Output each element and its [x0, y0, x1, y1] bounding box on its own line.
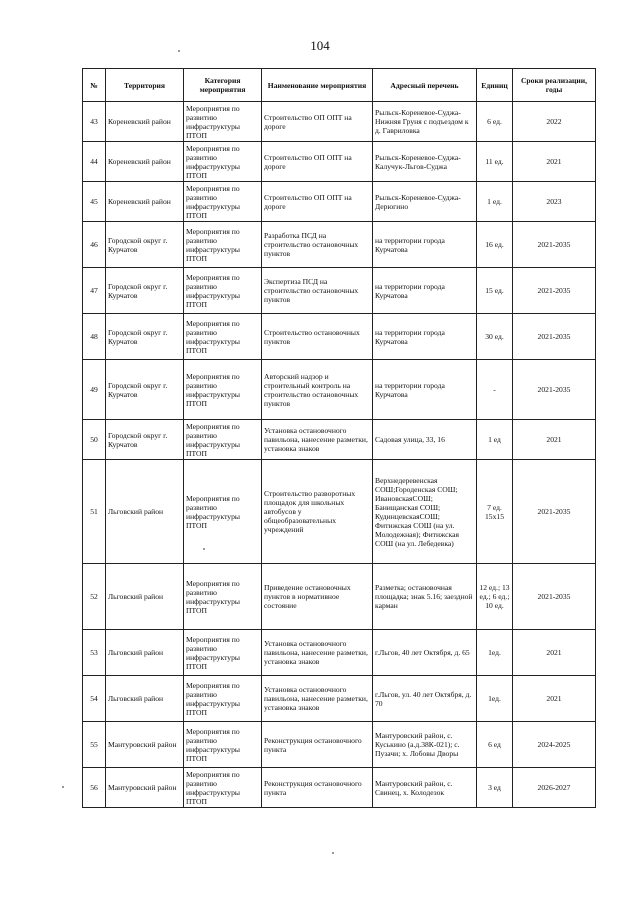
row-address: на территории города Курчатова — [373, 222, 477, 268]
scan-speck — [332, 852, 334, 854]
table-row — [83, 768, 596, 808]
header-territory: Территория — [106, 69, 184, 102]
row-number: 50 — [83, 420, 106, 460]
table-row — [83, 102, 596, 142]
row-address: г.Льгов, 40 лет Октября, д. 65 — [373, 630, 477, 676]
row-category: Мероприятия по развитию инфраструктуры ПТОП — [184, 142, 262, 182]
row-category: Мероприятия по развитию инфраструктуры ПТОП — [184, 102, 262, 142]
row-name: Строительство разворотных площадок для школьных автобусов у общеобразовательных учреждений — [262, 460, 373, 564]
row-territory: Кореневский район — [106, 142, 184, 182]
row-dates: 2021 — [513, 142, 596, 182]
row-territory: Мантуровский район — [106, 768, 184, 808]
header-dates: Сроки реализации, годы — [513, 69, 596, 102]
row-units: 3 ед — [477, 768, 513, 808]
scan-speck — [62, 786, 64, 788]
row-name: Реконструкция остановочного пункта — [262, 768, 373, 808]
page-number: 104 — [310, 38, 330, 53]
row-number: 44 — [83, 142, 106, 182]
row-number: 51 — [83, 460, 106, 564]
table-row — [83, 676, 596, 722]
header-units: Единиц — [477, 69, 513, 102]
row-name: Приведение остановочных пунктов в нормативное состояние — [262, 564, 373, 630]
row-category: Мероприятия по развитию инфраструктуры ПТОП — [184, 722, 262, 768]
row-name: Строительство остановочных пунктов — [262, 314, 373, 360]
row-territory: Городской округ г. Курчатов — [106, 420, 184, 460]
row-dates: 2021 — [513, 630, 596, 676]
table-row — [83, 564, 596, 630]
row-dates: 2021-2035 — [513, 460, 596, 564]
row-units: 1 ед — [477, 420, 513, 460]
table-row — [83, 630, 596, 676]
row-number: 46 — [83, 222, 106, 268]
row-dates: 2022 — [513, 102, 596, 142]
row-dates: 2021 — [513, 676, 596, 722]
table-row — [83, 460, 596, 564]
row-dates: 2021-2035 — [513, 564, 596, 630]
row-name: Экспертиза ПСД на строительство остановочных пунктов — [262, 268, 373, 314]
row-units: 30 ед. — [477, 314, 513, 360]
row-number: 56 — [83, 768, 106, 808]
row-territory: Городской округ г. Курчатов — [106, 268, 184, 314]
table-row — [83, 268, 596, 314]
row-category: Мероприятия по развитию инфраструктуры ПТОП — [184, 360, 262, 420]
table-row — [83, 420, 596, 460]
row-name: Авторский надзор и строительный контроль на строительство остановочных пунктов — [262, 360, 373, 420]
row-territory: Городской округ г. Курчатов — [106, 314, 184, 360]
row-category: Мероприятия по развитию инфраструктуры ПТОП — [184, 182, 262, 222]
row-dates: 2026-2027 — [513, 768, 596, 808]
row-name: Реконструкция остановочного пункта — [262, 722, 373, 768]
header-address: Адресный перечень — [373, 69, 477, 102]
row-name: Установка остановочного павильона, нанесение разметки, установка знаков — [262, 420, 373, 460]
scan-speck — [178, 50, 180, 52]
table-row — [83, 182, 596, 222]
row-address: Рыльск-Кореневое-Суджа-Дерюгино — [373, 182, 477, 222]
row-territory: Городской округ г. Курчатов — [106, 222, 184, 268]
row-name: Строительство ОП ОПТ на дороге — [262, 182, 373, 222]
row-dates: 2021 — [513, 420, 596, 460]
row-units: 1ед. — [477, 676, 513, 722]
table-row — [83, 222, 596, 268]
row-category: Мероприятия по развитию инфраструктуры ПТОП — [184, 676, 262, 722]
table-header-row — [83, 69, 596, 102]
row-address: на территории города Курчатова — [373, 360, 477, 420]
row-dates: 2021-2035 — [513, 268, 596, 314]
row-units: - — [477, 360, 513, 420]
row-number: 43 — [83, 102, 106, 142]
row-address: г.Льгов, ул. 40 лет Октября, д. 70 — [373, 676, 477, 722]
row-number: 47 — [83, 268, 106, 314]
row-address: Мантуровский район, с. Куськино (а.д.38К-021); с. Пузачи; х. Лобовы Дворы — [373, 722, 477, 768]
table-row — [83, 142, 596, 182]
row-units: 11 ед. — [477, 142, 513, 182]
row-name: Установка остановочного павильона, нанесение разметки, установка знаков — [262, 630, 373, 676]
row-dates: 2024-2025 — [513, 722, 596, 768]
row-number: 54 — [83, 676, 106, 722]
row-units: 15 ед. — [477, 268, 513, 314]
row-number: 45 — [83, 182, 106, 222]
row-name: Установка остановочного павильона, нанесение разметки, установка знаков — [262, 676, 373, 722]
row-number: 49 — [83, 360, 106, 420]
row-category: Мероприятия по развитию инфраструктуры ПТОП — [184, 630, 262, 676]
row-address: Разметка; остановочная площадка; знак 5.16; заездной карман — [373, 564, 477, 630]
row-category: Мероприятия по развитию инфраструктуры ПТОП — [184, 268, 262, 314]
row-units: 7 ед. 15х15 — [477, 460, 513, 564]
row-territory: Льговский район — [106, 676, 184, 722]
row-category: Мероприятия по развитию инфраструктуры ПТОП — [184, 222, 262, 268]
row-units: 1ед. — [477, 630, 513, 676]
row-address: Садовая улица, 33, 16 — [373, 420, 477, 460]
row-units: 6 ед — [477, 722, 513, 768]
table-row — [83, 722, 596, 768]
row-address: на территории города Курчатова — [373, 314, 477, 360]
row-address: на территории города Курчатова — [373, 268, 477, 314]
row-units: 6 ед. — [477, 102, 513, 142]
table-row — [83, 314, 596, 360]
row-territory: Льговский район — [106, 460, 184, 564]
table-body — [83, 102, 596, 808]
header-num: № — [83, 69, 106, 102]
row-number: 48 — [83, 314, 106, 360]
row-category: Мероприятия по развитию инфраструктуры ПТОП — [184, 314, 262, 360]
table-row — [83, 360, 596, 420]
row-territory: Мантуровский район — [106, 722, 184, 768]
row-units: 1 ед. — [477, 182, 513, 222]
events-table — [82, 68, 596, 808]
row-units: 12 ед.; 13 ед.; 6 ед.; 10 ед. — [477, 564, 513, 630]
row-number: 55 — [83, 722, 106, 768]
row-category: Мероприятия по развитию инфраструктуры ПТОП — [184, 768, 262, 808]
row-territory: Кореневский район — [106, 182, 184, 222]
row-units: 16 ед. — [477, 222, 513, 268]
row-name: Разработка ПСД на строительство остановочных пунктов — [262, 222, 373, 268]
row-name: Строительство ОП ОПТ на дороге — [262, 102, 373, 142]
row-dates: 2021-2035 — [513, 222, 596, 268]
row-territory: Городской округ г. Курчатов — [106, 360, 184, 420]
row-address: Рыльск-Кореневое-Суджа-Нижняя Груня с подъездом к д. Гавриловка — [373, 102, 477, 142]
row-category: Мероприятия по развитию инфраструктуры ПТОП — [184, 460, 262, 564]
row-dates: 2021-2035 — [513, 360, 596, 420]
row-address: Мантуровский район, с. Свинец, х. Колодезок — [373, 768, 477, 808]
row-dates: 2023 — [513, 182, 596, 222]
row-territory: Льговский район — [106, 564, 184, 630]
row-category: Мероприятия по развитию инфраструктуры ПТОП — [184, 564, 262, 630]
row-address: Рыльск-Кореневое-Суджа-Калучук-Льгов-Суджа — [373, 142, 477, 182]
row-name: Строительство ОП ОПТ на дороге — [262, 142, 373, 182]
row-number: 52 — [83, 564, 106, 630]
row-territory: Льговский район — [106, 630, 184, 676]
row-address: Верхнедеревенская СОШ;Городенская СОШ; ИвановскаяСОШ; Банищанская СОШ; КудинцевскаяСОШ; Фитижская СОШ (на ул. Молодежная); Фитижская СОШ (на ул. Лебедевка) — [373, 460, 477, 564]
row-dates: 2021-2035 — [513, 314, 596, 360]
row-number: 53 — [83, 630, 106, 676]
header-name: Наименование мероприятия — [262, 69, 373, 102]
row-category: Мероприятия по развитию инфраструктуры ПТОП — [184, 420, 262, 460]
row-territory: Кореневский район — [106, 102, 184, 142]
scan-speck — [203, 548, 205, 550]
header-category: Категория мероприятия — [184, 69, 262, 102]
